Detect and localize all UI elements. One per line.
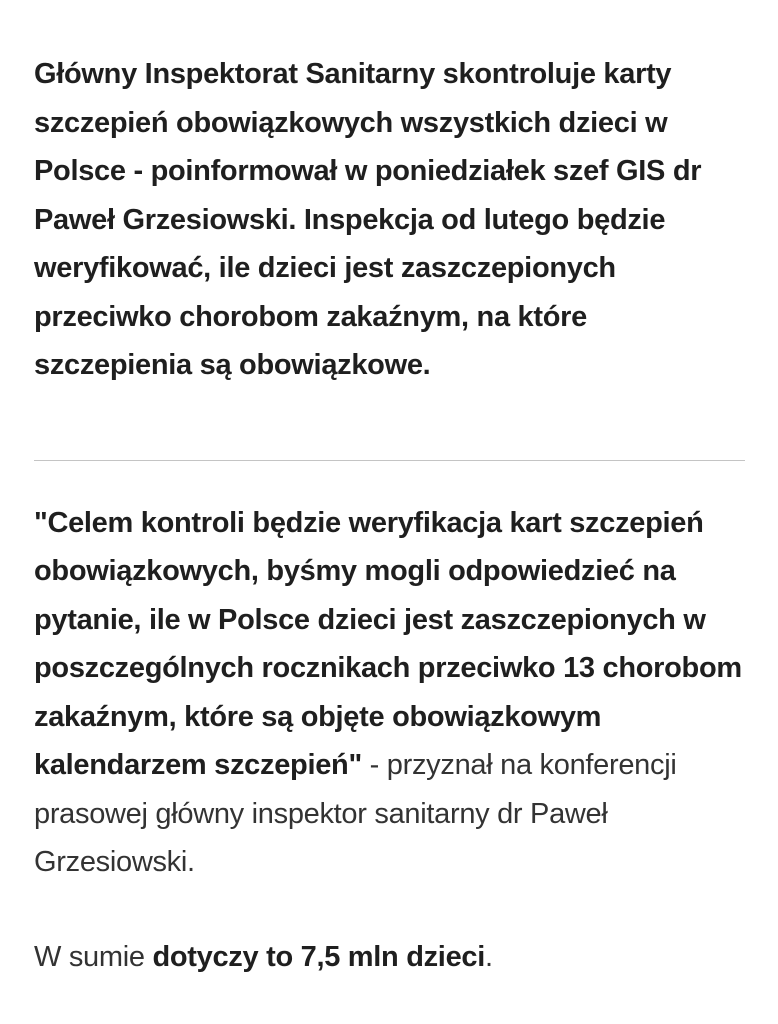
article-summary-paragraph: [34, 887, 746, 982]
summary-highlight: dotyczy to 7,5 mln dzieci: [152, 940, 485, 973]
summary-suffix: .: [484, 940, 493, 973]
quote-text: "Celem kontroli będzie weryfikacja kart szczepień obowiązkowych, byśmy mogli odpowiedzieć na pytanie, ile w Polsce dzieci jest zaszczepionych w poszczególnych rocznikach przeciwko 13 chorobom zakaźnym, które są objęte obowiązkowym kalendarzem szczepień": [34, 506, 742, 781]
article-quote-paragraph: [34, 461, 746, 887]
article-lead: Główny Inspektorat Sanitarny skontroluje karty szczepień obowiązkowych wszystkich dzieci w Polsce - poinformował w poniedziałek szef GIS dr Paweł Grzesiowski. Inspekcja od lutego będzie weryfikować, ile dzieci jest zaszczepionych przeciwko chorobom zakaźnym, na które szczepienia są obowiązkowe.: [34, 58, 702, 381]
summary-prefix: W sumie: [34, 940, 153, 973]
quote-attribution: - przyznał na konferencji prasowej główny inspektor sanitarny dr Paweł Grzesiowski.: [34, 749, 677, 878]
article-body: [34, 0, 746, 981]
